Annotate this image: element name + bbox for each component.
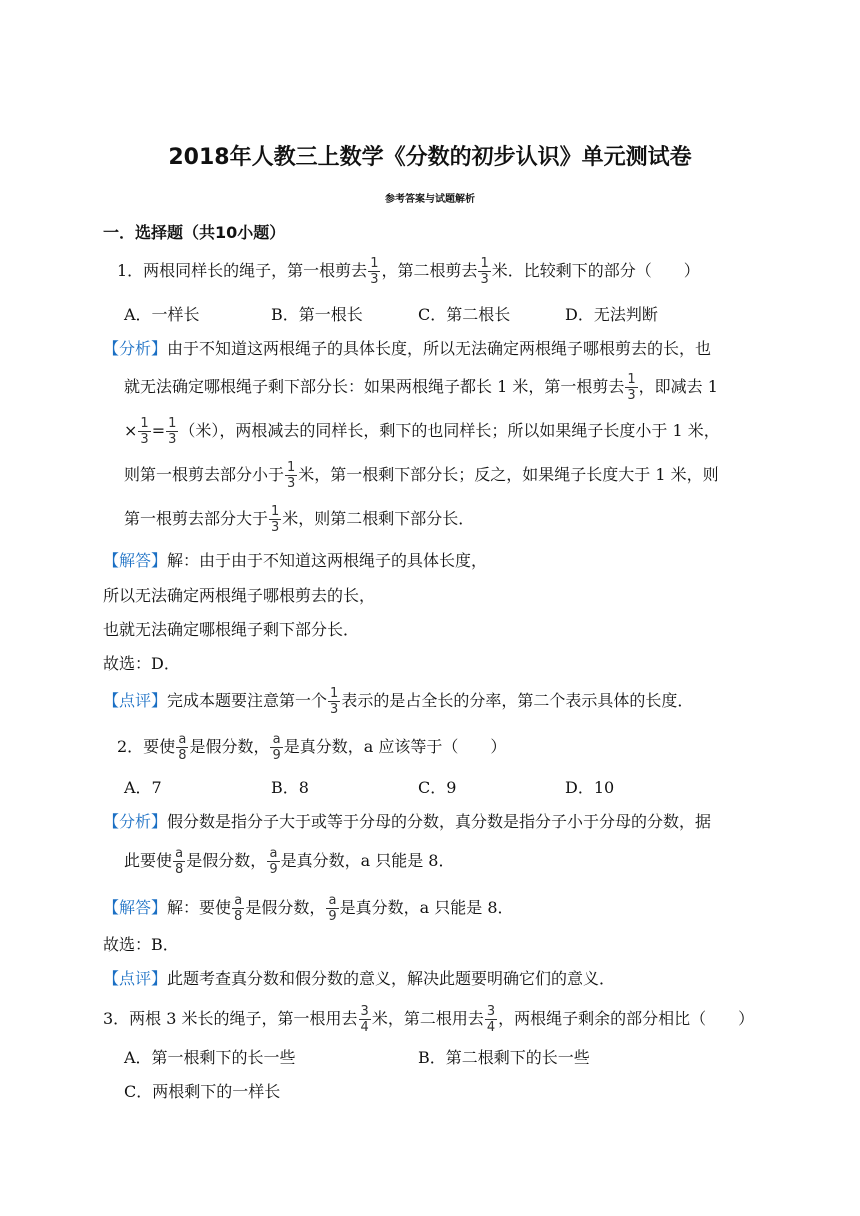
q1-stem: 1．两根同样长的绳子，第一根剪去 $\frac{1}{3}$ ，第二根剪去 $\frac{1}{3}$ 米．比较剩下的部分（ ） [117, 256, 700, 287]
q2-stem: 2．要使 $\frac{a}{8}$ 是假分数， $\frac{a}{9}$ 是真分数，a 应该等于（ ） [117, 732, 507, 763]
fraction: $\frac{1}{3}$ [370, 256, 379, 287]
q2-comment: 【点评】此题考查真分数和假分数的意义，解决此题要明确它们的意义． [103, 969, 616, 988]
fraction: $\frac{3}{4}$ [486, 1004, 496, 1035]
q1-option-b: B．第一根长 [271, 305, 363, 324]
q1-comment: 【点评】完成本题要注意第一个 $\frac{1}{3}$ 表示的是占全长的分率，第二个表示具体的长度． [103, 686, 694, 717]
fraction: $\frac{1}{3}$ [168, 416, 177, 447]
q1-option-a: A．一样长 [124, 305, 200, 324]
fraction: $\frac{a}{8}$ [175, 846, 184, 877]
q2-option-b: B．8 [271, 778, 309, 797]
q1-answer-line-1: 【解答】解：由于由于不知道这两根绳子的具体长度， [103, 551, 488, 570]
q1-analysis-line-5: 第一根剪去部分大于 $\frac{1}{3}$ 米，则第二根剩下部分长． [124, 504, 475, 535]
q3-stem: 3．两根 3 米长的绳子，第一根用去 $\frac{3}{4}$ 米，第二根用去 $\frac{3}{4}$ ，两根绳子剩余的部分相比（ ） [103, 1004, 755, 1035]
fraction: $\frac{3}{4}$ [360, 1004, 369, 1035]
q2-answer: 【解答】解：要使 $\frac{a}{8}$ 是假分数， $\frac{a}{9}$ 是真分数，a 只能是 8． [103, 893, 514, 924]
fraction: $\frac{1}{3}$ [140, 416, 149, 447]
q2-option-a: A．7 [124, 778, 162, 797]
fraction: $\frac{a}{8}$ [234, 893, 243, 924]
fraction: $\frac{1}{3}$ [480, 256, 489, 287]
q2-option-c: C．9 [418, 778, 457, 797]
q1-analysis-line-4: 则第一根剪去部分小于 $\frac{1}{3}$ 米，第一根剩下部分长；反之，如果绳子长度大于 1 米，则 [124, 460, 719, 491]
q2-option-d: D．10 [565, 778, 615, 797]
q3-option-a: A．第一根剩下的长一些 [124, 1048, 296, 1067]
q3-option-b: B．第二根剩下的长一些 [418, 1048, 590, 1067]
fraction: $\frac{a}{8}$ [178, 732, 187, 763]
q2-choice: 故选：B． [103, 935, 179, 954]
fraction: $\frac{a}{9}$ [272, 732, 281, 763]
fraction: $\frac{1}{3}$ [287, 460, 296, 491]
q1-answer-line-3: 也就无法确定哪根绳子剩下部分长． [103, 620, 360, 639]
q1-option-c: C．第二根长 [418, 305, 511, 324]
fraction: $\frac{a}{9}$ [328, 893, 337, 924]
q1-answer-line-2: 所以无法确定两根绳子哪根剪去的长， [103, 586, 376, 605]
q2-analysis-line-1: 【分析】假分数是指分子大于或等于分母的分数，真分数是指分子小于分母的分数，据 [103, 812, 712, 831]
page-subtitle: 参考答案与试题解析 [385, 194, 475, 205]
q1-analysis-line-3: × $\frac{1}{3}$ = $\frac{1}{3}$ （米），两根减去的同样长，剩下的也同样长；所以如果绳子长度小于 1 米， [124, 416, 720, 447]
q3-option-c: C．两根剩下的一样长 [124, 1082, 281, 1101]
section-heading: 一．选择题（共10小题） [103, 223, 286, 242]
page-title: 2018年人教三上数学《分数的初步认识》单元测试卷 [168, 145, 692, 170]
q1-choice: 故选：D． [103, 654, 180, 673]
fraction: $\frac{a}{9}$ [269, 846, 278, 877]
q2-analysis-line-2: 此要使 $\frac{a}{8}$ 是假分数， $\frac{a}{9}$ 是真分数，a 只能是 8． [124, 846, 455, 877]
q1-analysis-line-2: 就无法确定哪根绳子剩下部分长：如果两根绳子都长 1 米，第一根剪去 $\frac{1}{3}$ ，即减去 1 [124, 372, 718, 403]
fraction: $\frac{1}{3}$ [330, 686, 339, 717]
q1-option-d: D．无法判断 [565, 305, 658, 324]
q1-analysis-line-1: 【分析】由于不知道这两根绳子的具体长度，所以无法确定两根绳子哪根剪去的长，也 [103, 339, 712, 358]
fraction: $\frac{1}{3}$ [271, 504, 280, 535]
fraction: $\frac{1}{3}$ [627, 372, 636, 403]
